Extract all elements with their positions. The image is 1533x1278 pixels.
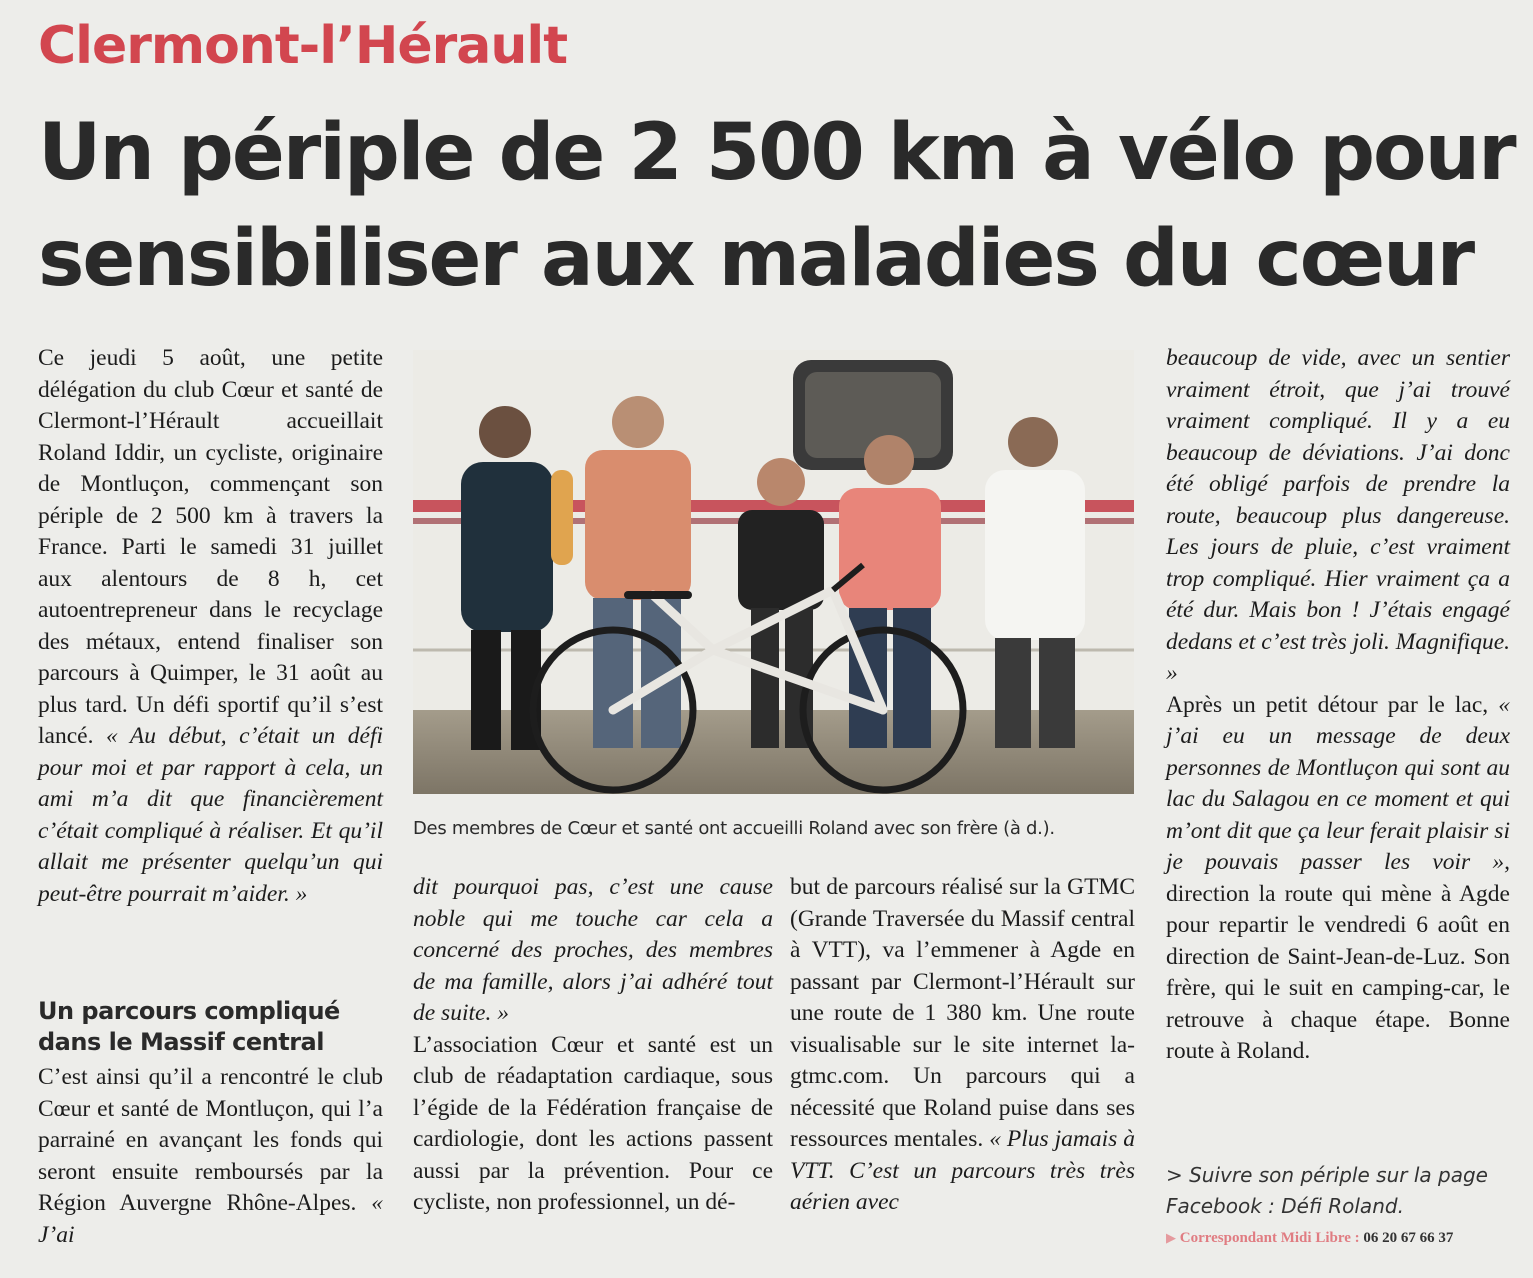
- article-column-2: [413, 872, 773, 1219]
- byline: [1166, 1226, 1510, 1250]
- body-quote: dit pourquoi pas, c’est une cause noble qui me touche car cela a concerné des proches, des membres de ma famille, alors j’ai adhéré tout de suite. »: [413, 874, 773, 1026]
- follow-note-line-1: > Suivre son périple sur la page: [1166, 1163, 1488, 1187]
- byline-phone: 06 20 67 66 37: [1363, 1230, 1454, 1246]
- body-text: L’association Cœur et santé est un club de réadaptation cardiaque, sous l’égide de la Fédération française de cardiologie, dont les actions passent aussi par la prévention. Pour ce cycliste, non professionnel, un dé-: [413, 1031, 773, 1215]
- article-column-1-continued: [38, 1062, 383, 1251]
- body-quote: « J’ai: [38, 1190, 384, 1248]
- photo-caption: Des membres de Cœur et santé ont accueilli Roland avec son frère (à d.).: [413, 818, 1055, 839]
- body-paragraph: [413, 872, 773, 1030]
- body-quote: « Plus jamais à VTT. C’est un parcours très très aérien avec: [790, 1126, 1135, 1215]
- article-column-3: [790, 872, 1135, 1219]
- body-quote: beaucoup de vide, avec un sentier vraiment étroit, que j’ai trouvé vraiment compliqué. Il y a eu beaucoup de déviations. J’ai donc été obligé parfois de prendre la route, beaucoup plus dangereuse. Les jours de pluie, c’est vraiment trop compliqué. Hier vraiment ça a été dur. Mais bon ! J’étais engagé dedans et c’est très joli. Magnifique. »: [1166, 345, 1510, 686]
- body-quote: « j’ai eu un message de deux personnes de Montluçon qui sont au lac du Salagou en ce moment et qui m’ont dit que ça leur ferait plaisir si je pouvais passer les voir »,: [1166, 691, 1511, 875]
- body-text: Après un petit détour par le lac,: [1166, 691, 1489, 718]
- headline-line-1: Un périple de 2 500 km à vélo pour: [38, 108, 1515, 198]
- section-kicker: Clermont-l’Hérault: [38, 16, 568, 76]
- byline-label: Correspondant Midi Libre :: [1179, 1230, 1360, 1246]
- headline: [38, 100, 1518, 312]
- body-paragraph: [1166, 343, 1510, 690]
- follow-note: [1166, 1160, 1510, 1222]
- body-text: C’est ainsi qu’il a rencontré le club Cœur et santé de Montluçon, qui l’a parrainé en avançant les fonds qui seront ensuite remboursés par la Région Auvergne Rhône-Alpes.: [38, 1064, 383, 1216]
- body-paragraph: [38, 1062, 383, 1251]
- triangle-icon: ▶: [1166, 1230, 1176, 1245]
- article-column-4: [1166, 343, 1510, 1068]
- article-column-1: [38, 343, 383, 910]
- headline-line-2: sensibiliser aux maladies du cœur: [38, 214, 1474, 304]
- body-paragraph: [1166, 690, 1510, 1068]
- body-paragraph: [790, 872, 1135, 1219]
- body-paragraph: [413, 1030, 773, 1219]
- follow-note-line-2: Facebook : Défi Roland.: [1166, 1194, 1404, 1218]
- body-text: Ce jeudi 5 août, une petite délégation du club Cœur et santé de Clermont-l’Hérault accueillait Roland Iddir, un cycliste, originaire de Montluçon, commençant son périple de 2 500 km à travers la France. Parti le samedi 31 juillet aux alentours de 8 h, cet autoentrepreneur dans le recyclage des métaux, entend finaliser son parcours à Quimper, le 31 août au plus tard. Un défi sportif qu’il s’est lancé.: [38, 345, 383, 749]
- subheading-line-1: Un parcours compliqué: [38, 997, 340, 1025]
- subheading-line-2: dans le Massif central: [38, 1028, 324, 1056]
- body-text: direction la route qui mène à Agde pour repartir le vendredi 6 août en direction de Saint-Jean-de-Luz. Son frère, qui le suit en camping-car, le retrouve à chaque étape. Bonne route à Roland.: [1166, 880, 1510, 1064]
- photo-illustration: [413, 350, 1134, 794]
- body-paragraph: [38, 343, 383, 910]
- article-photo: [413, 350, 1134, 794]
- subheading: [38, 996, 383, 1058]
- body-text: but de parcours réalisé sur la GTMC (Grande Traversée du Massif central à VTT), va l’emmener à Agde en passant par Clermont-l’Hérault sur une route de 1 380 km. Une route visualisable sur le site internet la-gtmc.com. Un parcours qui a nécessité que Roland puise dans ses ressources mentales.: [790, 874, 1135, 1152]
- body-quote: « Au début, c’était un défi pour moi et par rapport à cela, un ami m’a dit que financièrement c’était compliqué à réaliser. Et qu’il allait me présenter quelqu’un qui peut-être pourrait m’aider. »: [38, 723, 383, 907]
